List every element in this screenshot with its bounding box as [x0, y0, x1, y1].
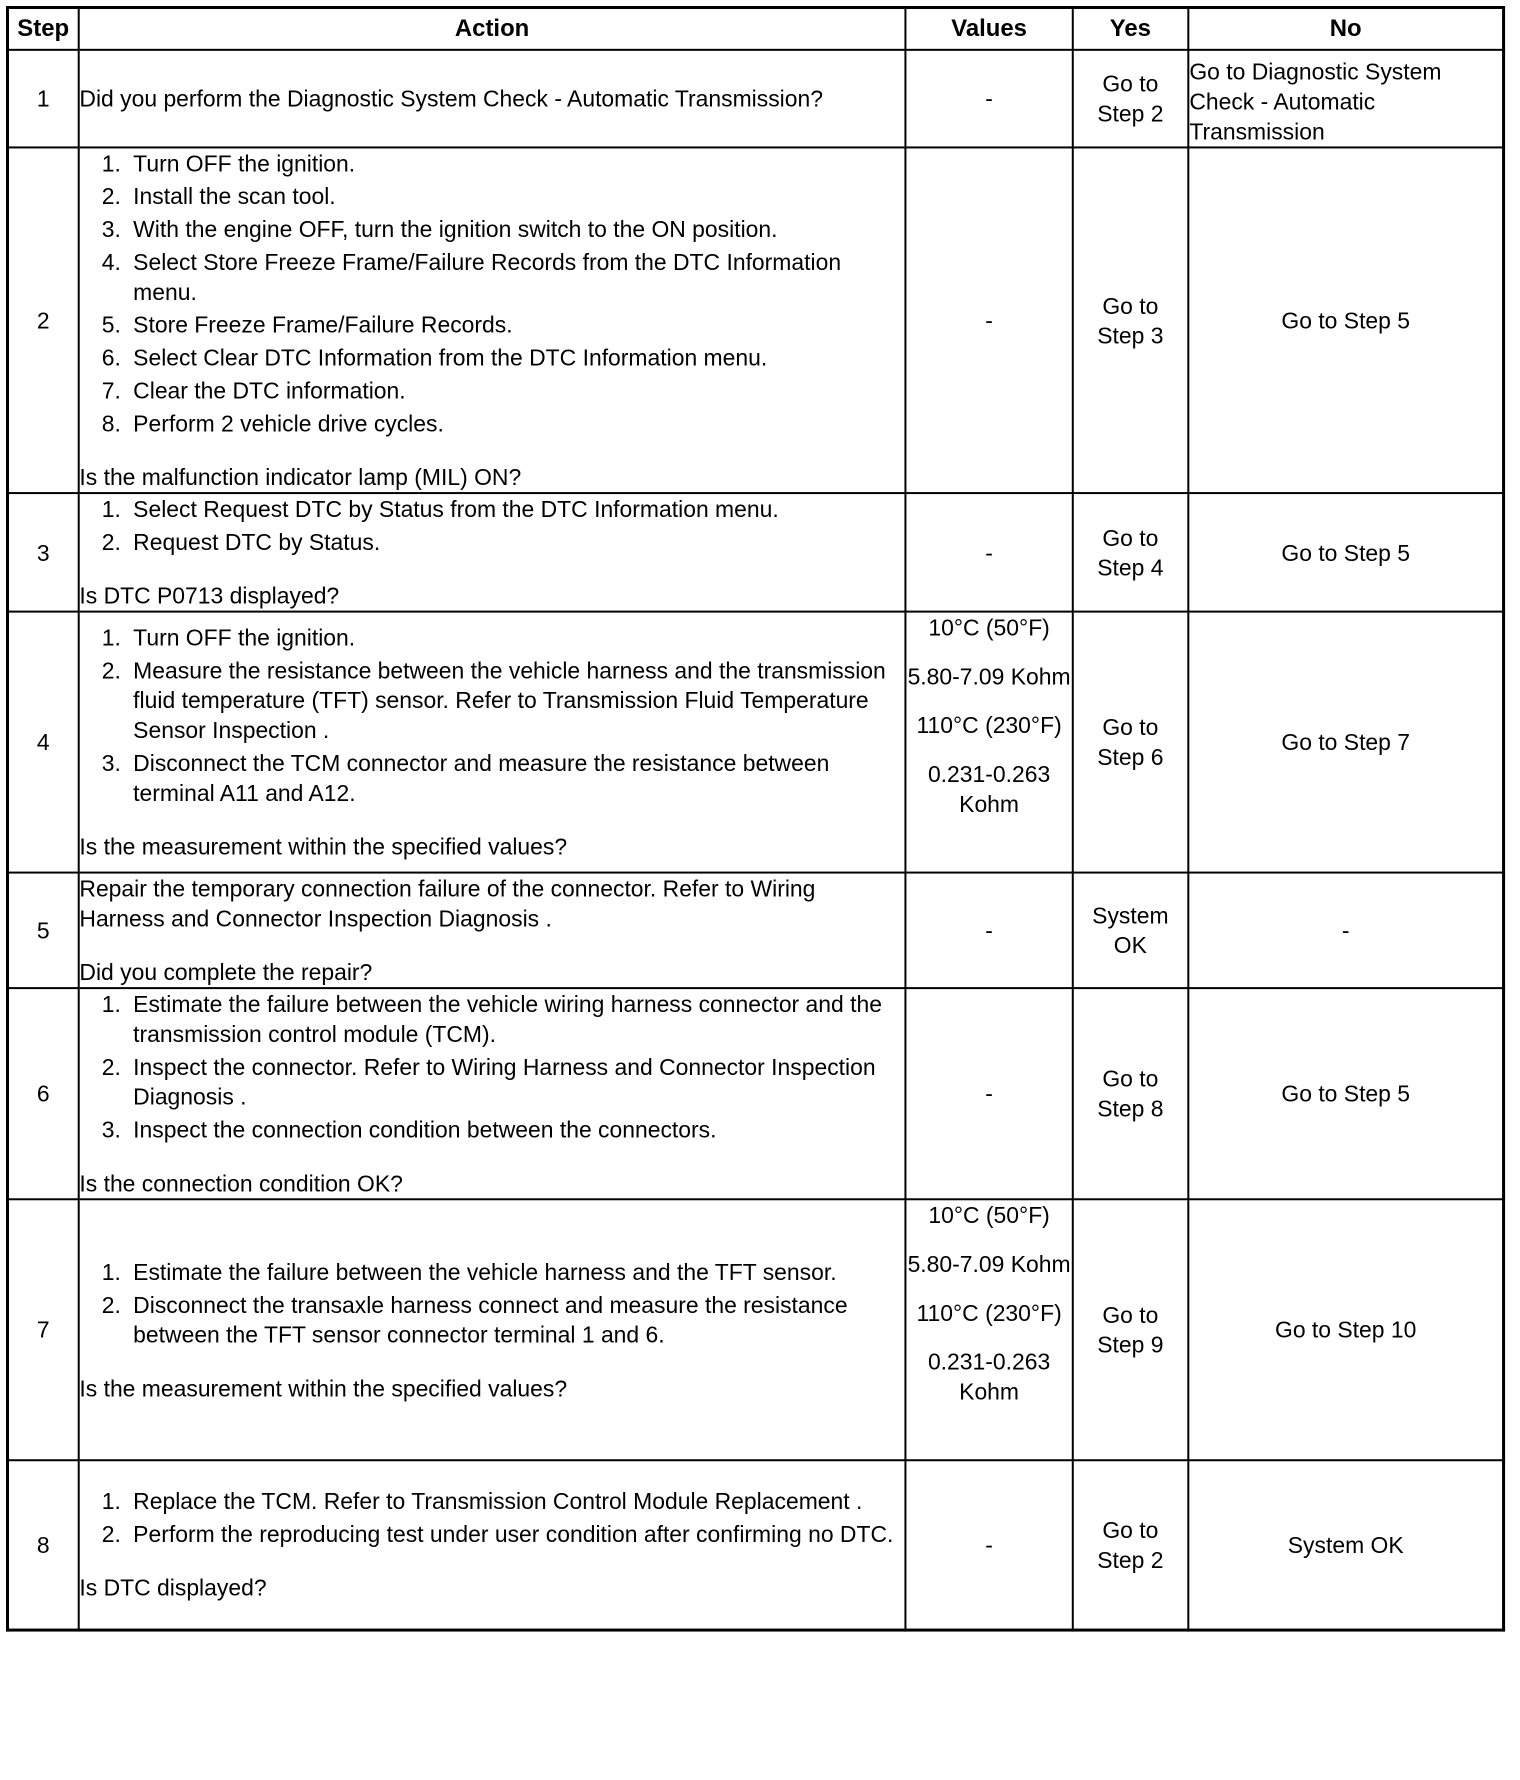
- no-action[interactable]: Go to Step 10: [1188, 1199, 1503, 1460]
- spec-value: 10°C (50°F): [928, 1202, 1050, 1229]
- yes-action[interactable]: Go to Step 9: [1072, 1199, 1188, 1460]
- action-step-item: 8. Perform 2 vehicle drive cycles.: [127, 408, 905, 438]
- spec-value: 110°C (230°F): [916, 712, 1062, 739]
- action-step-item: 2. Disconnect the transaxle harness connect and measure the resistance between the TFT sensor connector terminal 1 and 6.: [127, 1289, 905, 1349]
- table-row: [7, 50, 1503, 148]
- step-number: 4: [7, 612, 78, 873]
- no-action[interactable]: Go to Step 5: [1188, 493, 1503, 612]
- action-cell: [78, 873, 905, 989]
- values-cell: [906, 988, 1073, 1199]
- action-step-item: 2. Install the scan tool.: [127, 181, 905, 211]
- no-action[interactable]: Go to Step 5: [1188, 988, 1503, 1199]
- step-number: 5: [7, 873, 78, 989]
- values-cell: [906, 50, 1073, 148]
- action-steps-list: [79, 1257, 904, 1350]
- yes-action[interactable]: Go to Step 2: [1072, 1460, 1188, 1629]
- action-question: Is DTC displayed?: [79, 1575, 267, 1601]
- diagnostic-table: [6, 6, 1505, 1631]
- action-steps-list: [79, 989, 904, 1144]
- action-cell: [78, 1199, 905, 1460]
- spec-value: -: [985, 85, 993, 112]
- action-steps-list: [79, 1486, 904, 1549]
- table-row: [7, 147, 1503, 493]
- table-row: [7, 493, 1503, 612]
- step-number: 8: [7, 1460, 78, 1629]
- header-step: Step: [7, 7, 78, 49]
- spec-value: 0.231-0.263 Kohm: [927, 761, 1051, 817]
- header-row: [7, 7, 1503, 49]
- action-step-item: 3. With the engine OFF, turn the ignition switch to the ON position.: [127, 214, 905, 244]
- action-step-item: 5. Store Freeze Frame/Failure Records.: [127, 310, 905, 340]
- header-no: No: [1188, 7, 1503, 49]
- action-step-item: 1. Estimate the failure between the vehicle harness and the TFT sensor.: [127, 1257, 905, 1287]
- action-intro: Did you perform the Diagnostic System Check - Automatic Transmission?: [79, 85, 823, 112]
- table-body: [7, 50, 1503, 1630]
- action-question: Is the measurement within the specified values?: [79, 1375, 568, 1401]
- values-cell: [906, 493, 1073, 612]
- action-step-item: 2. Request DTC by Status.: [127, 527, 905, 557]
- values-cell: [906, 873, 1073, 989]
- action-step-item: 1. Estimate the failure between the vehicle wiring harness connector and the transmission control module (TCM).: [127, 989, 905, 1049]
- spec-value: 0.231-0.263 Kohm: [927, 1348, 1051, 1405]
- header-yes: Yes: [1072, 7, 1188, 49]
- values-cell: [906, 147, 1073, 493]
- action-question: Did you complete the repair?: [79, 959, 373, 986]
- action-steps-list: [79, 494, 904, 557]
- action-cell: [78, 988, 905, 1199]
- action-cell: [78, 1460, 905, 1629]
- header-action: Action: [78, 7, 905, 49]
- table-row: [7, 612, 1503, 873]
- action-step-item: 6. Select Clear DTC Information from the DTC Information menu.: [127, 343, 905, 373]
- step-number: 1: [7, 50, 78, 148]
- spec-value: -: [985, 539, 993, 566]
- action-step-item: 2. Measure the resistance between the vehicle harness and the transmission fluid temperature (TFT) sensor. Refer to Transmission Fluid Temperature Sensor Inspection .: [127, 655, 905, 745]
- action-step-item: 7. Clear the DTC information.: [127, 376, 905, 406]
- yes-action[interactable]: Go to Step 6: [1072, 612, 1188, 873]
- action-cell: [78, 147, 905, 493]
- step-number: 2: [7, 147, 78, 493]
- spec-value: 5.80-7.09 Kohm: [907, 1251, 1071, 1277]
- action-step-item: 1. Select Request DTC by Status from the DTC Information menu.: [127, 494, 905, 524]
- table-row: [7, 1460, 1503, 1629]
- yes-action[interactable]: Go to Step 2: [1072, 50, 1188, 148]
- no-action[interactable]: Go to Step 7: [1188, 612, 1503, 873]
- no-action[interactable]: System OK: [1188, 1460, 1503, 1629]
- yes-action[interactable]: System OK: [1072, 873, 1188, 989]
- action-intro: Repair the temporary connection failure of the connector. Refer to Wiring Harness and Connector Inspection Diagnosis .: [79, 875, 816, 932]
- header-values: Values: [906, 7, 1073, 49]
- table-row: [7, 988, 1503, 1199]
- table-row: [7, 1199, 1503, 1460]
- action-step-item: 4. Select Store Freeze Frame/Failure Records from the DTC Information menu.: [127, 247, 905, 307]
- action-step-item: 2. Perform the reproducing test under user condition after confirming no DTC.: [127, 1519, 905, 1549]
- action-step-item: 1. Turn OFF the ignition.: [127, 623, 905, 653]
- yes-action[interactable]: Go to Step 4: [1072, 493, 1188, 612]
- yes-action[interactable]: Go to Step 3: [1072, 147, 1188, 493]
- action-cell: [78, 50, 905, 148]
- spec-value: 110°C (230°F): [916, 1299, 1062, 1326]
- action-question: Is the malfunction indicator lamp (MIL) ON?: [79, 464, 522, 491]
- no-action: -: [1188, 873, 1503, 989]
- action-steps-list: [79, 623, 904, 808]
- spec-value: -: [985, 917, 993, 944]
- action-cell: [78, 612, 905, 873]
- values-cell: [906, 1199, 1073, 1460]
- action-cell: [78, 493, 905, 612]
- spec-value: 5.80-7.09 Kohm: [907, 663, 1071, 690]
- action-step-item: 2. Inspect the connector. Refer to Wiring Harness and Connector Inspection Diagnosis .: [127, 1052, 905, 1112]
- action-question: Is the connection condition OK?: [79, 1170, 403, 1197]
- values-cell: [906, 1460, 1073, 1629]
- action-question: Is DTC P0713 displayed?: [79, 582, 340, 609]
- action-step-item: 3. Disconnect the TCM connector and measure the resistance between terminal A11 and A12.: [127, 748, 905, 808]
- step-number: 6: [7, 988, 78, 1199]
- no-action[interactable]: Go to Step 5: [1188, 147, 1503, 493]
- spec-value: -: [985, 1080, 993, 1107]
- values-cell: [906, 612, 1073, 873]
- action-step-item: 1. Replace the TCM. Refer to Transmission Control Module Replacement .: [127, 1486, 905, 1516]
- diagnostic-sheet: [6, 6, 1505, 1774]
- action-steps-list: [79, 148, 904, 438]
- step-number: 3: [7, 493, 78, 612]
- spec-value: -: [985, 307, 993, 334]
- action-step-item: 1. Turn OFF the ignition.: [127, 148, 905, 178]
- no-action[interactable]: Go to Diagnostic System Check - Automatic Transmission: [1188, 50, 1503, 148]
- action-question: Is the measurement within the specified values?: [79, 833, 568, 860]
- action-step-item: 3. Inspect the connection condition between the connectors.: [127, 1115, 905, 1145]
- spec-value: 10°C (50°F): [928, 614, 1050, 641]
- spec-value: -: [985, 1531, 993, 1558]
- table-row: [7, 873, 1503, 989]
- step-number: 7: [7, 1199, 78, 1460]
- yes-action[interactable]: Go to Step 8: [1072, 988, 1188, 1199]
